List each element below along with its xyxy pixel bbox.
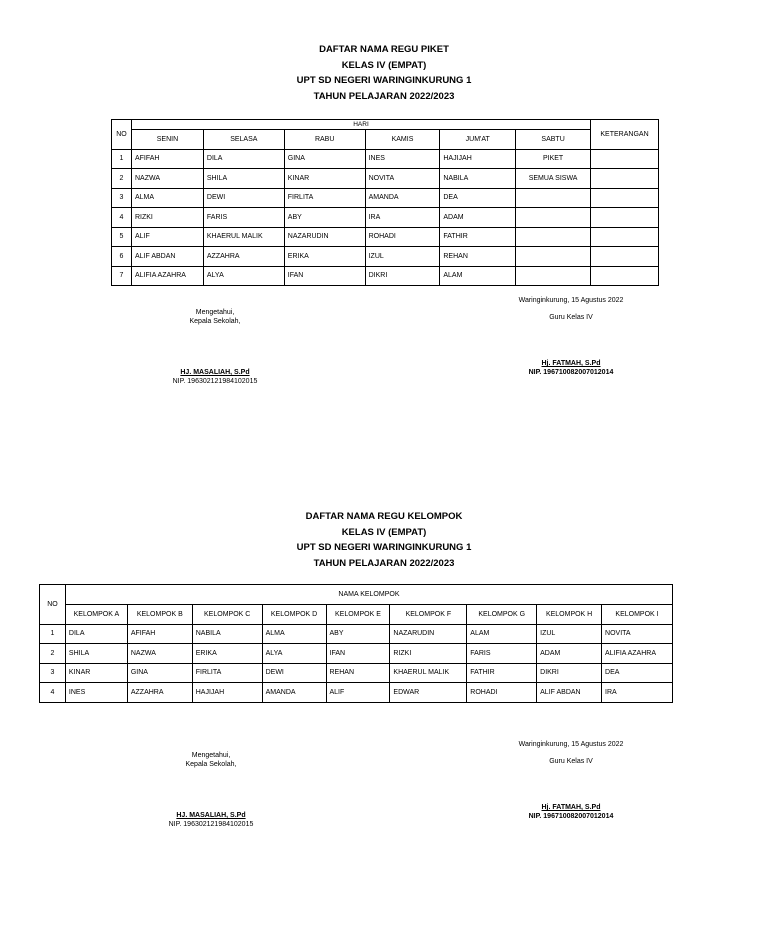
kelompok-title-line: KELAS IV (EMPAT) (341, 526, 427, 538)
table-cell: NAZARUDIN (284, 227, 365, 247)
signature-role: Guru Kelas IV (549, 314, 593, 321)
piket-right-signature (486, 296, 656, 377)
table-cell: NABILA (440, 169, 516, 189)
table-cell: DIKRI (537, 663, 602, 683)
table-cell: AMANDA (365, 188, 440, 208)
table-cell: AZZAHRA (127, 683, 192, 703)
row-number: 3 (112, 188, 132, 208)
signature-line: Mengetahui, (195, 309, 235, 316)
kelompok-group-header: KELOMPOK I (602, 605, 673, 625)
kelompok-table (39, 584, 673, 703)
row-number: 4 (112, 208, 132, 228)
table-cell (516, 247, 591, 267)
table-cell: FIRLITA (192, 663, 262, 683)
row-number: 6 (112, 247, 132, 267)
table-cell: NOVITA (365, 169, 440, 189)
signatory-nip: NIP. 196302121984102015 (168, 821, 254, 828)
keterangan-cell (591, 266, 659, 286)
piket-day-header: RABU (284, 130, 365, 150)
kelompok-no-header: NO (40, 585, 66, 625)
piket-title-line: TAHUN PELAJARAN 2022/2023 (313, 90, 455, 102)
table-cell: ABY (284, 208, 365, 228)
table-row (40, 663, 673, 683)
kelompok-title (0, 509, 768, 571)
row-number: 5 (112, 227, 132, 247)
table-cell: AZZAHRA (203, 247, 284, 267)
table-cell: EDWAR (390, 683, 467, 703)
kelompok-group-header: KELOMPOK H (537, 605, 602, 625)
kelompok-title-line: TAHUN PELAJARAN 2022/2023 (313, 557, 455, 569)
kelompok-groups-row (40, 605, 673, 625)
kelompok-group-header: KELOMPOK C (192, 605, 262, 625)
table-cell: DILA (203, 149, 284, 169)
table-cell: NABILA (192, 624, 262, 644)
table-cell: PIKET (516, 149, 591, 169)
table-cell: KINAR (65, 663, 127, 683)
keterangan-cell (591, 227, 659, 247)
table-row (40, 683, 673, 703)
piket-table (111, 119, 659, 286)
piket-day-header: SABTU (516, 130, 591, 150)
signatory-name: HJ. MASALIAH, S.Pd (180, 369, 250, 376)
table-cell: SHILA (65, 644, 127, 664)
table-cell: DILA (65, 624, 127, 644)
piket-header-row (112, 120, 659, 130)
table-cell: NOVITA (602, 624, 673, 644)
table-cell (516, 227, 591, 247)
table-cell: ABY (326, 624, 390, 644)
row-number: 3 (40, 663, 66, 683)
table-cell: FARIS (203, 208, 284, 228)
signatory-nip: NIP. 196302121984102015 (172, 378, 258, 385)
row-number: 2 (40, 644, 66, 664)
table-cell: ALIF (326, 683, 390, 703)
table-cell: RIZKI (390, 644, 467, 664)
table-cell: ALYA (203, 266, 284, 286)
table-row (112, 266, 659, 286)
piket-day-header: KAMIS (365, 130, 440, 150)
piket-days-row (112, 130, 659, 150)
table-cell: ALIF ABDAN (537, 683, 602, 703)
piket-day-header: JUM'AT (440, 130, 516, 150)
signature-line: Kepala Sekolah, (189, 318, 241, 325)
table-cell: REHAN (326, 663, 390, 683)
table-row (112, 227, 659, 247)
kelompok-group-header: KELOMPOK A (65, 605, 127, 625)
table-cell: IFAN (284, 266, 365, 286)
signature-place-date: Waringinkurung, 15 Agustus 2022 (518, 297, 624, 304)
kelompok-group-header: KELOMPOK B (127, 605, 192, 625)
table-cell: KINAR (284, 169, 365, 189)
row-number: 7 (112, 266, 132, 286)
kelompok-nama-header: NAMA KELOMPOK (65, 585, 672, 605)
row-number: 2 (112, 169, 132, 189)
keterangan-cell (591, 247, 659, 267)
table-cell: INES (365, 149, 440, 169)
table-cell: AFIFAH (127, 624, 192, 644)
table-cell: DEWI (203, 188, 284, 208)
table-cell: HAJIJAH (440, 149, 516, 169)
piket-day-header: SENIN (131, 130, 203, 150)
row-number: 4 (40, 683, 66, 703)
table-cell: KHAERUL MALIK (390, 663, 467, 683)
table-cell: FIRLITA (284, 188, 365, 208)
table-row (40, 644, 673, 664)
signature-line: Kepala Sekolah, (185, 761, 237, 768)
table-cell: ROHADI (365, 227, 440, 247)
table-cell: DEA (440, 188, 516, 208)
keterangan-cell (591, 208, 659, 228)
table-cell: DEA (602, 663, 673, 683)
table-cell: ALAM (440, 266, 516, 286)
table-row (112, 208, 659, 228)
piket-title-line: UPT SD NEGERI WARINGINKURUNG 1 (296, 75, 472, 86)
table-cell: DEWI (262, 663, 326, 683)
table-cell (516, 208, 591, 228)
signatory-name: Hj. FATMAH, S.Pd (541, 360, 601, 367)
table-cell: RIZKI (131, 208, 203, 228)
table-cell: NAZARUDIN (390, 624, 467, 644)
kelompok-left-signature (136, 751, 286, 829)
table-cell: ALAM (467, 624, 537, 644)
kelompok-group-header: KELOMPOK E (326, 605, 390, 625)
table-cell: HAJIJAH (192, 683, 262, 703)
kelompok-header-row (40, 585, 673, 605)
table-cell: REHAN (440, 247, 516, 267)
signature-line: Mengetahui, (191, 752, 231, 759)
keterangan-cell (591, 169, 659, 189)
table-cell: GINA (127, 663, 192, 683)
table-cell: NAZWA (131, 169, 203, 189)
piket-title (0, 42, 768, 104)
kelompok-group-header: KELOMPOK G (467, 605, 537, 625)
table-cell: ROHADI (467, 683, 537, 703)
signatory-name: Hj. FATMAH, S.Pd (541, 804, 601, 811)
keterangan-cell (591, 188, 659, 208)
table-cell: ALMA (131, 188, 203, 208)
table-cell: ALIFIA AZAHRA (131, 266, 203, 286)
table-cell: ERIKA (284, 247, 365, 267)
table-row (40, 624, 673, 644)
piket-title-line: DAFTAR NAMA REGU PIKET (319, 44, 449, 55)
piket-hari-header: HARI (131, 120, 590, 130)
table-cell: IZUL (365, 247, 440, 267)
piket-day-header: SELASA (203, 130, 284, 150)
table-cell: NAZWA (127, 644, 192, 664)
table-cell: ALYA (262, 644, 326, 664)
table-cell: AMANDA (262, 683, 326, 703)
table-cell: SHILA (203, 169, 284, 189)
table-cell: ERIKA (192, 644, 262, 664)
table-cell: KHAERUL MALIK (203, 227, 284, 247)
table-cell: IRA (602, 683, 673, 703)
table-cell: ADAM (537, 644, 602, 664)
kelompok-title-line: DAFTAR NAMA REGU KELOMPOK (305, 511, 463, 522)
kelompok-right-signature (486, 740, 656, 821)
table-cell: AFIFAH (131, 149, 203, 169)
row-number: 1 (112, 149, 132, 169)
piket-no-header: NO (112, 120, 132, 150)
keterangan-cell (591, 149, 659, 169)
signatory-name: HJ. MASALIAH, S.Pd (176, 812, 246, 819)
table-cell: FARIS (467, 644, 537, 664)
table-cell (516, 188, 591, 208)
table-cell: ALIFIA AZAHRA (602, 644, 673, 664)
piket-left-signature (140, 308, 290, 386)
row-number: 1 (40, 624, 66, 644)
table-cell: FATHIR (440, 227, 516, 247)
table-cell: GINA (284, 149, 365, 169)
table-cell: ALIF ABDAN (131, 247, 203, 267)
kelompok-group-header: KELOMPOK D (262, 605, 326, 625)
table-cell: IRA (365, 208, 440, 228)
signature-role: Guru Kelas IV (549, 758, 593, 765)
table-cell: DIKRI (365, 266, 440, 286)
table-cell: ADAM (440, 208, 516, 228)
signature-place-date: Waringinkurung, 15 Agustus 2022 (518, 741, 624, 748)
table-cell: FATHIR (467, 663, 537, 683)
table-cell: IFAN (326, 644, 390, 664)
table-cell: INES (65, 683, 127, 703)
table-cell: ALIF (131, 227, 203, 247)
signatory-nip: NIP. 196710082007012014 (528, 813, 614, 820)
table-cell: IZUL (537, 624, 602, 644)
kelompok-group-header: KELOMPOK F (390, 605, 467, 625)
piket-title-line: KELAS IV (EMPAT) (341, 59, 427, 71)
table-row (112, 188, 659, 208)
table-cell (516, 266, 591, 286)
table-cell: ALMA (262, 624, 326, 644)
kelompok-title-line: UPT SD NEGERI WARINGINKURUNG 1 (296, 542, 472, 553)
table-cell: SEMUA SISWA (516, 169, 591, 189)
signatory-nip: NIP. 196710082007012014 (528, 369, 614, 376)
piket-keterangan-header: KETERANGAN (591, 120, 659, 150)
table-row (112, 169, 659, 189)
table-row (112, 149, 659, 169)
table-row (112, 247, 659, 267)
